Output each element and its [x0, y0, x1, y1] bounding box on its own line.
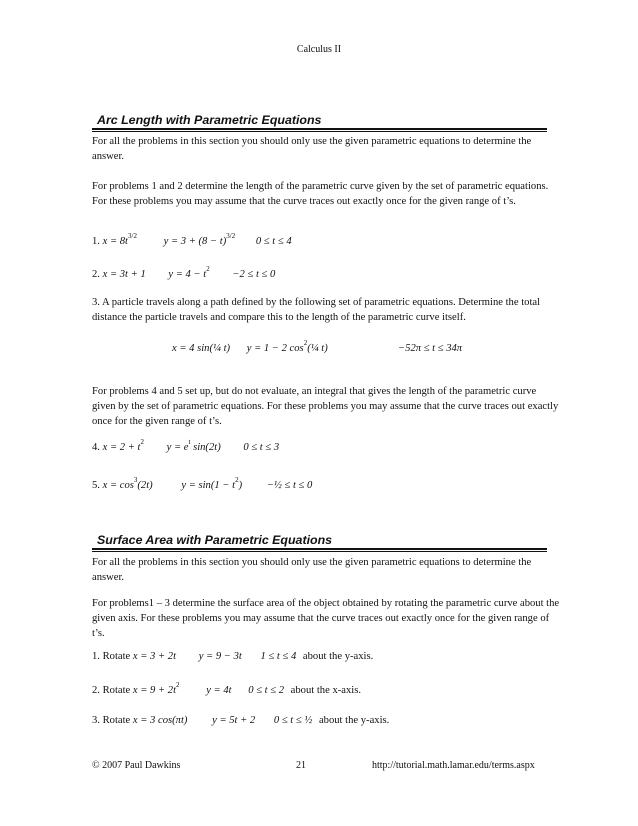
equation-x: x = 3 cos(πt): [132, 715, 188, 726]
problem-1: [92, 234, 292, 249]
problem-5: [92, 478, 312, 493]
range: −½ ≤ t ≤ 0: [266, 480, 313, 491]
range: 0 ≤ t ≤ 3: [243, 442, 280, 453]
footer-url: http://tutorial.math.lamar.edu/terms.aspx: [372, 760, 535, 771]
exponent: 2: [235, 476, 239, 484]
equation-y: y = 3 + (8 − t): [163, 236, 227, 247]
rotation-axis: about the x-axis.: [290, 685, 361, 696]
problem-3-equations: [172, 341, 328, 356]
range: −2 ≤ t ≤ 0: [232, 269, 276, 280]
section1-intro: For all the problems in this section you should only use the given parametric equations to determine the answer.: [92, 136, 532, 162]
problem-number: 2.: [92, 269, 100, 280]
problem-3-range: −52π ≤ t ≤ 34π: [398, 343, 463, 354]
equation-y: y = sin(1 − t: [181, 480, 236, 491]
equation-x: x = 8t: [102, 236, 128, 247]
equation-y: y = 9 − 3t: [198, 651, 242, 662]
problem-2: [92, 267, 275, 282]
footer-page-number: 21: [296, 760, 306, 771]
section2-intro: For all the problems in this section you should only use the given parametric equations to determine the answer.: [92, 557, 532, 583]
section1-group1-text: For problems 1 and 2 determine the length of the parametric curve given by the set of parametric equations. For these problems you may assume that the curve traces out exactly once for the given range of t’s.: [92, 181, 549, 207]
equation-y: y = 4t: [206, 685, 232, 696]
equation-x: x = cos: [102, 480, 134, 491]
equation-x: x = 9 + 2t: [132, 685, 177, 696]
equation-x: x = 4 sin(¼ t): [172, 343, 231, 354]
section-rule: [92, 128, 547, 132]
equation-y: y = 5t + 2: [212, 715, 256, 726]
exponent: 3/2: [128, 232, 137, 240]
section2-group-text: For problems1 – 3 determine the surface area of the object obtained by rotating the parametric curve about the given axis. For these problems you may assume that the curve traces out exactly once for the given range of t’s.: [92, 598, 560, 639]
range: 0 ≤ t ≤ 2: [248, 685, 285, 696]
equation-x-argument: (2t): [137, 480, 153, 491]
equation-y-argument: (¼ t): [307, 343, 328, 354]
rotation-axis: about the y-axis.: [302, 651, 374, 662]
surface-problem-1: [92, 649, 373, 664]
section-rule: [92, 548, 547, 552]
exponent: t: [188, 438, 191, 446]
equation-y: y = 4 − t: [168, 269, 207, 280]
problem-4: [92, 440, 279, 455]
range: 0 ≤ t ≤ ½: [273, 715, 313, 726]
footer-copyright: © 2007 Paul Dawkins: [92, 760, 181, 771]
problem-lead: 3. Rotate: [92, 715, 131, 726]
section-title-surface-area: Surface Area with Parametric Equations: [97, 533, 333, 547]
exponent: 3: [133, 476, 138, 484]
problem-lead: 2. Rotate: [92, 685, 131, 696]
exponent: 2: [176, 681, 180, 689]
problem-number: 1.: [92, 236, 100, 247]
equation-x: x = 3t + 1: [102, 269, 146, 280]
exponent: 3/2: [226, 232, 236, 240]
problem-number: 5.: [92, 480, 100, 491]
section-title-arc-length: Arc Length with Parametric Equations: [97, 113, 322, 127]
exponent: 2: [140, 438, 144, 446]
equation-x: x = 2 + t: [102, 442, 141, 453]
surface-problem-3: [92, 713, 389, 728]
equation-y: y = e: [166, 442, 189, 453]
equation-x: x = 3 + 2t: [132, 651, 177, 662]
problem-number: 4.: [92, 442, 100, 453]
rotation-axis: about the y-axis.: [318, 715, 390, 726]
range: 1 ≤ t ≤ 4: [260, 651, 297, 662]
problem-lead: 1. Rotate: [92, 651, 131, 662]
equation-y: y = 1 − 2 cos: [246, 343, 304, 354]
surface-problem-2: [92, 683, 361, 698]
equation-y-close: ): [238, 480, 243, 491]
problem-3-text: 3. A particle travels along a path defined by the following set of parametric equations. Determine the total distance the particle travels and compare this to the length of the parametric curve itself.: [92, 297, 541, 323]
exponent: 2: [303, 339, 308, 347]
equation-y-trig: sin(2t): [190, 442, 221, 453]
section1-group2-text: For problems 4 and 5 set up, but do not evaluate, an integral that gives the length of the parametric curve given by the set of parametric equations. For these problems you may assume that the curve traces out exactly once for the given range of t’s.: [92, 386, 559, 427]
range: 0 ≤ t ≤ 4: [255, 236, 292, 247]
page-header: Calculus II: [296, 44, 342, 55]
exponent: 2: [206, 265, 210, 273]
